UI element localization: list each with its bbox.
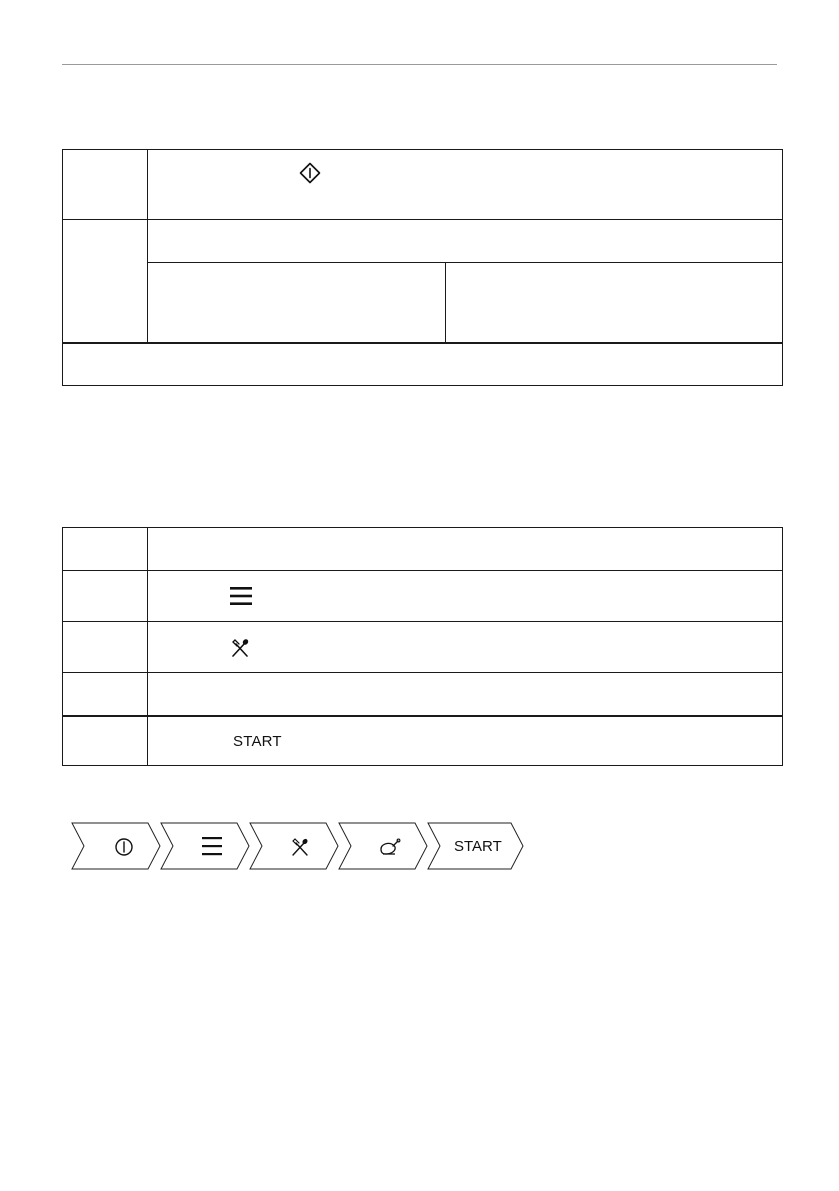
step-text-cell bbox=[148, 622, 783, 673]
power-icon bbox=[116, 839, 132, 855]
table-row bbox=[63, 571, 783, 622]
step-number-cell bbox=[63, 571, 148, 622]
header-divider bbox=[62, 64, 777, 65]
table-row bbox=[63, 716, 783, 766]
table-cell bbox=[446, 263, 783, 343]
step-text-cell bbox=[148, 571, 783, 622]
table-cell bbox=[148, 263, 446, 343]
roast-dish-icon bbox=[381, 839, 400, 854]
step-number-cell bbox=[63, 622, 148, 673]
cutlery-icon bbox=[230, 638, 250, 658]
table-row bbox=[63, 528, 783, 571]
step-number-cell bbox=[63, 528, 148, 571]
step-text-cell bbox=[148, 673, 783, 716]
settings-table-1 bbox=[62, 149, 783, 386]
step-number-cell bbox=[63, 716, 148, 766]
table-row bbox=[63, 150, 783, 220]
table-row bbox=[63, 220, 783, 263]
menu-icon bbox=[229, 586, 253, 606]
table-cell bbox=[63, 220, 148, 343]
flow-step-3 bbox=[250, 823, 338, 869]
steps-table bbox=[62, 527, 783, 766]
step-number-cell bbox=[63, 673, 148, 716]
quick-sequence-flow bbox=[70, 822, 530, 870]
table-row bbox=[63, 263, 783, 343]
table-cell bbox=[148, 220, 783, 263]
cutlery-icon bbox=[293, 838, 309, 855]
step-text-cell bbox=[148, 716, 783, 766]
start-stop-diamond-icon bbox=[299, 162, 321, 184]
table-cell bbox=[63, 150, 148, 220]
table-cell bbox=[63, 343, 783, 386]
table-row bbox=[63, 673, 783, 716]
table-row bbox=[63, 622, 783, 673]
menu-icon bbox=[202, 837, 222, 855]
table-cell bbox=[148, 150, 783, 220]
start-label: START bbox=[233, 732, 282, 750]
table-row bbox=[63, 343, 783, 386]
step-text-cell bbox=[148, 528, 783, 571]
flow-start-label: START bbox=[454, 838, 502, 855]
flow-step-4 bbox=[339, 823, 427, 869]
